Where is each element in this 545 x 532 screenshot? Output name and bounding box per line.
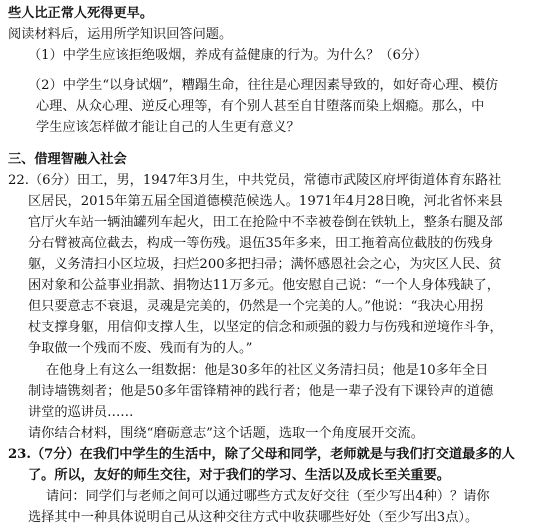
question-23: 23.（7分）在我们中学生的生活中，除了父母和同学，老师就是与我们打交道最多的人 bbox=[8, 446, 515, 462]
text-line: 但只要意志不衰退，灵魂是完美的，仍然是一个完美的人。”他说：“我决心用拐 bbox=[28, 299, 484, 315]
section-heading: 三、借理智融入社会 bbox=[8, 151, 127, 167]
text-line: 些人比正常人死得更早。 bbox=[8, 6, 154, 21]
text-line: 请问：同学们与老师之间可以通过哪些方式友好交往（至少写出4种）？请你 bbox=[46, 489, 490, 505]
text-line: 困对象和公益事业捐款、捐物达11万多元。他安慰自己说：“一个人身体残缺了， bbox=[28, 278, 500, 294]
text-line: 了。所以，友好的师生交往，对于我们的学习、生活以及成长至关重要。 bbox=[28, 467, 450, 483]
question-22: 22.（6分）田工，男，1947年3月生，中共党员，常德市武陵区府坪街道体育东路社 bbox=[8, 172, 502, 188]
text-line: 杖支撑身躯，用信仰支撑人生，以坚定的信念和顽强的毅力与伤残和逆境作斗争， bbox=[28, 320, 503, 336]
text-line: 请你结合材料，围绕“磨砺意志”这个话题，选取一个角度展开交流。 bbox=[28, 425, 424, 441]
text-line: 躯，义务清扫小区垃圾，扫烂200多把扫帚；满怀感恩社会之心，为灾区人民、贫 bbox=[28, 257, 502, 273]
text-line: 讲堂的巡讲员…… bbox=[28, 404, 134, 420]
question-2: （2）中学生“以身试烟”，糟蹋生命，往往是心理因素导致的，如好奇心理、模仿 bbox=[28, 78, 499, 94]
text-line: 区居民，2015年第五届全国道德模范候选人。1971年4月28日晚，河北省怀来县 bbox=[28, 193, 503, 209]
text-line: 在他身上有这么一组数据：他是30多年的社区义务清扫员；他是10多年全日 bbox=[46, 362, 489, 378]
text-line: 官厅火车站一辆油罐列车起火，田工在抢险中不幸被卷倒在铁轨上，整条右腿及部 bbox=[28, 214, 503, 230]
text-line: 制诗墙镌刻者；他是50多年雷锋精神的践行者；他是一辈子没有下课铃声的道德 bbox=[28, 383, 494, 399]
text-line: 争取做一个残而不废、残而有为的人。” bbox=[28, 341, 253, 357]
text-line: 阅读材料后，运用所学知识回答问题。 bbox=[8, 27, 233, 43]
text-line: 心理、从众心理、逆反心理等，有个别人甚至自甘堕落而染上烟瘾。那么，中 bbox=[36, 99, 485, 115]
text-line: 选择其中一种具体说明自己从这种交往方式中收获哪些好处（至少写出3点）。 bbox=[28, 510, 479, 526]
text-line: 学生应该怎样做才能让自己的人生更有意义？ bbox=[36, 120, 300, 136]
question-1: （1）中学生应该拒绝吸烟，养成有益健康的行为。为什么？（6分） bbox=[28, 48, 428, 64]
text-line: 分右臂被高位截去，构成一等伤残。退伍35年多来，田工拖着高位截肢的伤残身 bbox=[28, 235, 494, 251]
